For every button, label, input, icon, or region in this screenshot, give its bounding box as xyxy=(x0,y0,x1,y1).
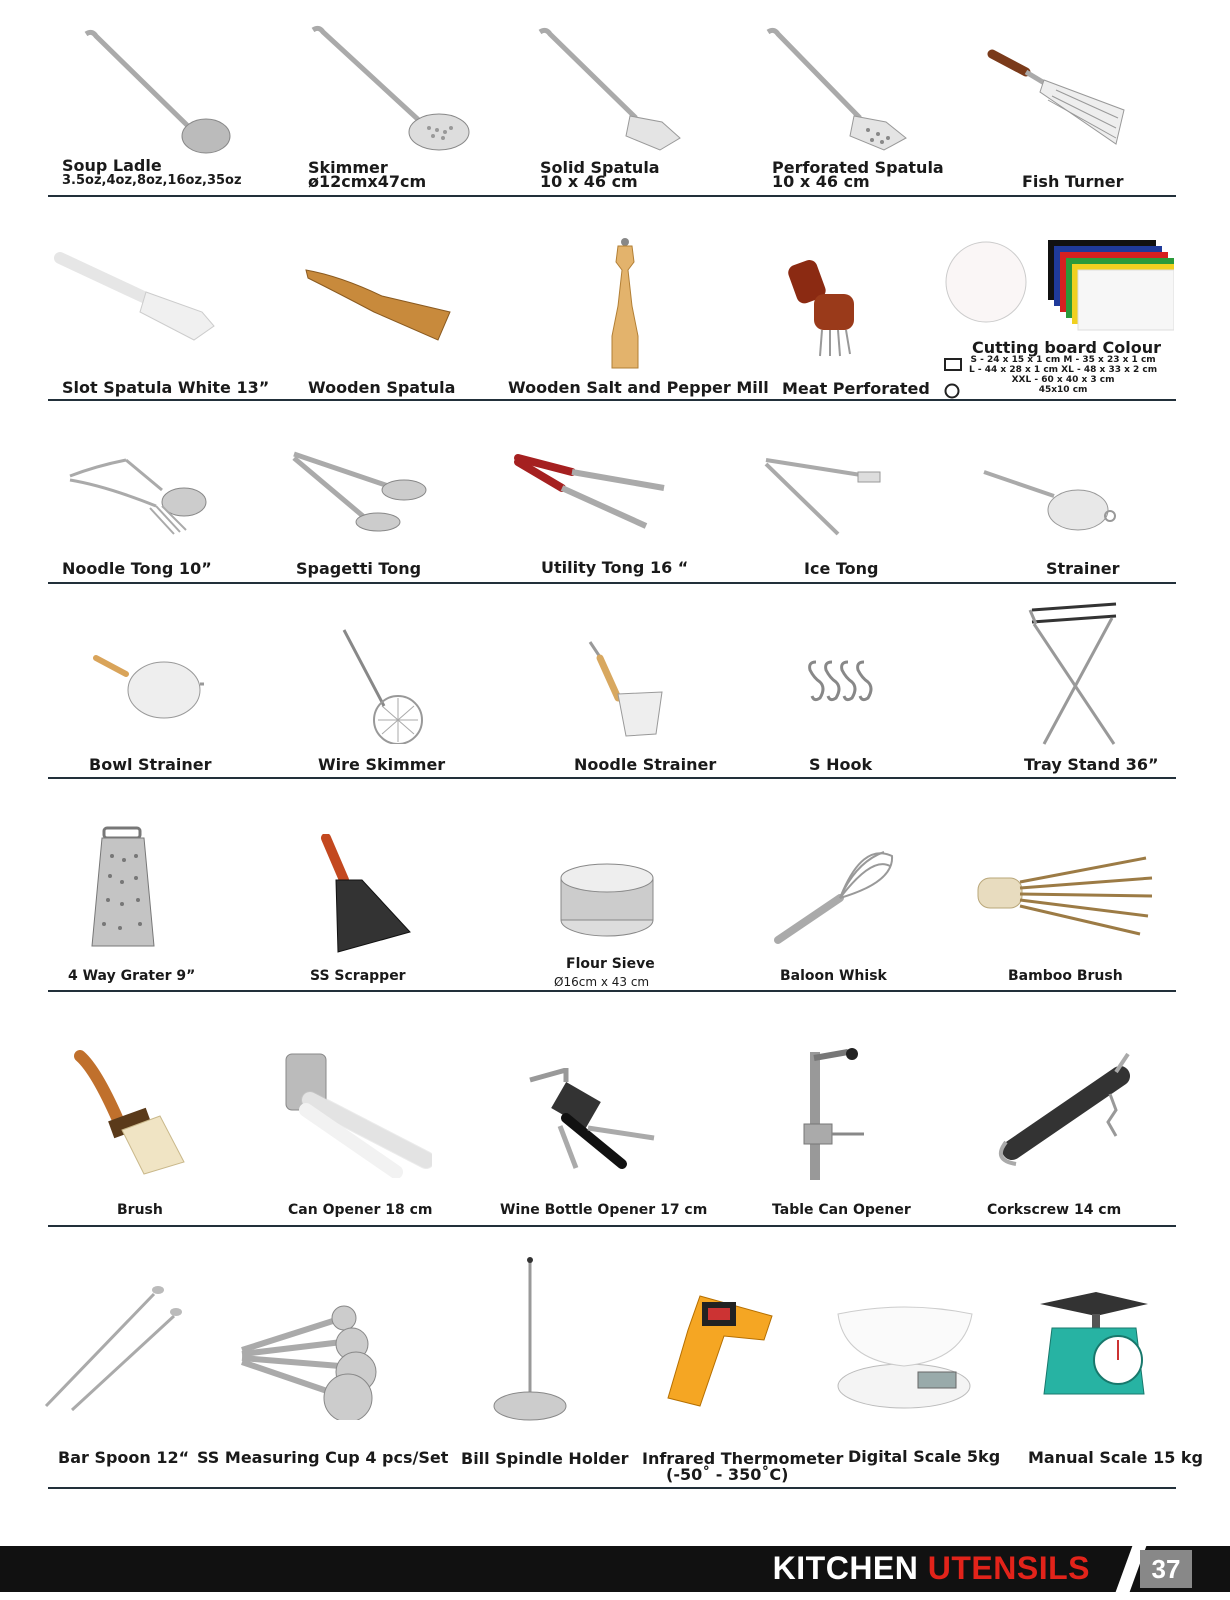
size-line: S - 24 x 15 x 1 cm M - 35 x 23 x 1 cm xyxy=(970,355,1156,365)
item-name: Soup Ladle xyxy=(62,156,162,175)
item-spec: Ø16cm x 43 cm xyxy=(554,975,650,989)
divider xyxy=(48,1225,1176,1227)
item-name: Wine Bottle Opener 17 cm xyxy=(500,1202,708,1218)
solid-spatula-icon xyxy=(532,26,692,156)
perforated-spatula-icon xyxy=(760,26,920,156)
item-name: Infrared Thermometer xyxy=(642,1449,844,1468)
item-spec: (-50˚ - 350˚C) xyxy=(666,1465,789,1484)
item-name: SS Scrapper xyxy=(310,968,406,984)
item-name: Corkscrew 14 cm xyxy=(987,1202,1122,1218)
meat-perforator-icon xyxy=(786,254,876,358)
size-line: L - 44 x 28 x 1 cm XL - 48 x 33 x 2 cm xyxy=(969,365,1158,375)
item-name: Perforated Spatula xyxy=(772,158,944,177)
utility-tong-icon xyxy=(512,448,672,534)
corkscrew-icon xyxy=(992,1050,1142,1170)
item-name: Cutting board Colour xyxy=(972,338,1161,357)
measuring-cup-icon xyxy=(232,1302,384,1420)
item-name: Strainer xyxy=(1046,559,1120,578)
item-name: Utility Tong 16 “ xyxy=(541,558,689,577)
digital-scale-icon xyxy=(834,1300,980,1412)
tray-stand-icon xyxy=(1024,600,1124,746)
ice-tong-icon xyxy=(762,454,886,540)
item-name: Noodle Strainer xyxy=(574,755,717,774)
cutting-board-icon xyxy=(944,236,1174,336)
item-name: Table Can Opener xyxy=(772,1202,911,1218)
size-line: XXL - 60 x 40 x 3 cm xyxy=(1011,375,1115,385)
item-name: 4 Way Grater 9” xyxy=(68,968,196,984)
divider xyxy=(48,777,1176,779)
item-name: Wire Skimmer xyxy=(318,755,446,774)
section-title-red: UTENSILS xyxy=(927,1550,1090,1586)
item-name: Spagetti Tong xyxy=(296,559,422,578)
noodle-tong-icon xyxy=(66,446,216,538)
item-name: Bowl Strainer xyxy=(89,755,212,774)
bill-spindle-icon xyxy=(490,1254,570,1424)
item-name: SS Measuring Cup 4 pcs/Set xyxy=(197,1448,449,1467)
divider xyxy=(48,399,1176,401)
wire-skimmer-icon xyxy=(338,626,434,744)
page-number: 37 xyxy=(1140,1550,1192,1588)
item-name: Skimmer xyxy=(308,158,388,177)
section-title xyxy=(773,1550,1090,1587)
item-name: Ice Tong xyxy=(804,559,879,578)
item-name: Bamboo Brush xyxy=(1008,968,1123,984)
bowl-strainer-icon xyxy=(92,650,208,722)
item-name: Slot Spatula White 13” xyxy=(62,378,270,397)
pepper-mill-icon xyxy=(600,236,650,372)
wooden-spatula-icon xyxy=(300,256,460,346)
footer-bar xyxy=(0,1546,1230,1592)
item-name: S Hook xyxy=(809,755,873,774)
item-name: Noodle Tong 10” xyxy=(62,559,212,578)
size-line: 45x10 cm xyxy=(1038,385,1088,395)
manual-scale-icon xyxy=(1036,1290,1152,1406)
divider xyxy=(48,195,1176,197)
item-spec: 10 x 46 cm xyxy=(540,172,638,191)
skimmer-icon xyxy=(305,24,475,154)
divider xyxy=(48,582,1176,584)
item-name: Flour Sieve xyxy=(566,956,655,972)
item-name: Wooden Salt and Pepper Mill xyxy=(508,378,769,397)
item-name: Brush xyxy=(117,1202,163,1218)
flour-sieve-icon xyxy=(558,862,656,940)
item-name: Digital Scale 5kg xyxy=(848,1447,1001,1466)
spaghetti-tong-icon xyxy=(290,446,436,536)
pastry-brush-icon xyxy=(72,1050,188,1176)
bamboo-brush-icon xyxy=(976,852,1154,938)
item-name: Solid Spatula xyxy=(540,158,660,177)
item-spec: ø12cmx47cm xyxy=(308,172,427,191)
cutting-board-sizes xyxy=(969,355,1157,395)
item-name: Manual Scale 15 kg xyxy=(1028,1448,1203,1467)
item-name: Can Opener 18 cm xyxy=(288,1202,433,1218)
section-title-white: KITCHEN xyxy=(772,1550,919,1586)
round-board-icon xyxy=(944,383,960,399)
square-board-icon xyxy=(944,358,962,372)
wine-opener-icon xyxy=(526,1068,658,1178)
slot-spatula-icon xyxy=(52,246,222,346)
divider xyxy=(48,1487,1176,1489)
s-hook-icon xyxy=(806,654,880,706)
thermometer-icon xyxy=(660,1290,776,1414)
item-name: Wooden Spatula xyxy=(308,378,456,397)
strainer-icon xyxy=(980,466,1120,536)
item-name: Bar Spoon 12“ xyxy=(58,1448,190,1467)
noodle-strainer-icon xyxy=(584,638,668,742)
item-name: Baloon Whisk xyxy=(780,968,887,984)
fish-turner-icon xyxy=(986,44,1136,154)
grater-icon xyxy=(90,826,156,950)
item-spec: 10 x 46 cm xyxy=(772,172,870,191)
item-name: Bill Spindle Holder xyxy=(461,1449,629,1468)
bar-spoon-icon xyxy=(38,1282,184,1414)
item-name: Meat Perforated xyxy=(782,379,930,398)
item-name: Fish Turner xyxy=(1022,172,1124,191)
whisk-icon xyxy=(772,846,898,946)
scraper-icon xyxy=(318,834,412,954)
table-can-opener-icon xyxy=(800,1048,872,1180)
item-name: Tray Stand 36” xyxy=(1024,755,1159,774)
divider xyxy=(48,990,1176,992)
ladle-icon xyxy=(78,28,238,158)
can-opener-icon xyxy=(276,1050,432,1178)
item-spec: 3.5oz,4oz,8oz,16oz,35oz xyxy=(62,173,242,188)
